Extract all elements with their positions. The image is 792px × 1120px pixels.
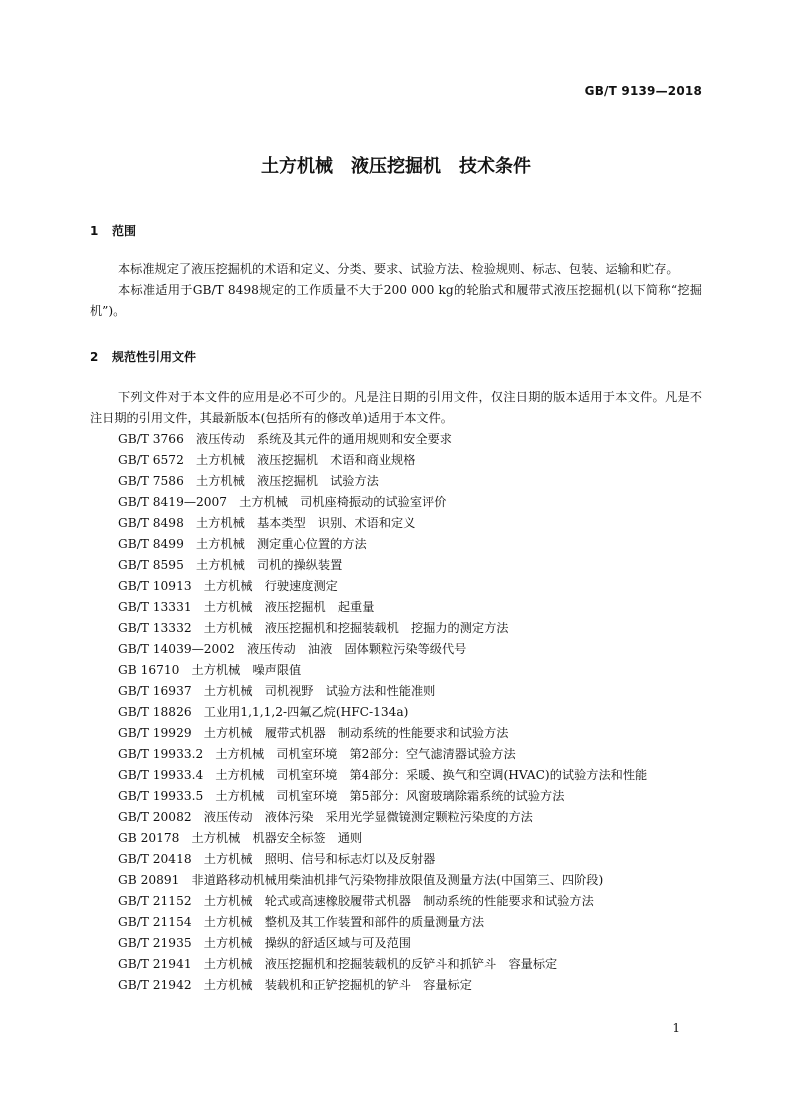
- reference-item: GB/T 20082 液压传动 液体污染 采用光学显微镜测定颗粒污染度的方法: [118, 810, 533, 824]
- section-title: 规范性引用文件: [112, 350, 197, 364]
- reference-item: GB/T 19933.2 土方机械 司机室环境 第2部分：空气滤清器试验方法: [118, 747, 516, 761]
- reference-item: GB/T 13331 土方机械 液压挖掘机 起重量: [118, 600, 375, 614]
- reference-item: GB/T 21152 土方机械 轮式或高速橡胶履带式机器 制动系统的性能要求和试验方法: [118, 894, 594, 908]
- document-title: 土方机械 液压挖掘机 技术条件: [261, 156, 531, 177]
- reference-item: GB/T 21942 土方机械 装载机和正铲挖掘机的铲斗 容量标定: [118, 978, 472, 992]
- reference-item: GB/T 14039—2002 液压传动 油液 固体颗粒污染等级代号: [118, 642, 467, 656]
- reference-item: GB/T 8498 土方机械 基本类型 识别、术语和定义: [118, 516, 416, 530]
- section-number: 1: [90, 224, 99, 238]
- reference-item: GB/T 21941 土方机械 液压挖掘机和挖掘装载机的反铲斗和抓铲斗 容量标定: [118, 957, 558, 971]
- reference-item: GB 16710 土方机械 噪声限值: [118, 663, 302, 677]
- reference-item: GB/T 21154 土方机械 整机及其工作装置和部件的质量测量方法: [118, 915, 485, 929]
- reference-item: GB/T 13332 土方机械 液压挖掘机和挖掘装载机 挖掘力的测定方法: [118, 621, 509, 635]
- section-title: 范围: [112, 224, 137, 238]
- scope-paragraph: 本标准适用于GB/T 8498规定的工作质量不大于200 000 kg的轮胎式和履带式液压挖掘机(以下简称“挖掘机”)。: [90, 283, 702, 318]
- reference-item: GB 20891 非道路移动机械用柴油机排气污染物排放限值及测量方法(中国第三、四阶段): [118, 873, 604, 887]
- reference-item: GB/T 8499 土方机械 测定重心位置的方法: [118, 537, 367, 551]
- reference-item: GB/T 21935 土方机械 操纵的舒适区域与可及范围: [118, 936, 411, 950]
- page-number: 1: [672, 1021, 680, 1035]
- section-number: 2: [90, 350, 99, 364]
- section-heading-scope: [90, 222, 136, 239]
- reference-item: GB/T 19933.5 土方机械 司机室环境 第5部分：风窗玻璃除霜系统的试验方法: [118, 789, 565, 803]
- reference-item: GB/T 7586 土方机械 液压挖掘机 试验方法: [118, 474, 379, 488]
- reference-item: GB 20178 土方机械 机器安全标签 通则: [118, 831, 363, 845]
- reference-item: GB/T 6572 土方机械 液压挖掘机 术语和商业规格: [118, 453, 416, 467]
- reference-item: GB/T 19933.4 土方机械 司机室环境 第4部分：采暖、换气和空调(HVAC)的试验方法和性能: [118, 768, 648, 782]
- reference-list: [90, 429, 702, 996]
- reference-item: GB/T 16937 土方机械 司机视野 试验方法和性能准则: [118, 684, 436, 698]
- reference-item: GB/T 18826 工业用1,1,1,2-四氟乙烷(HFC-134a): [118, 705, 409, 719]
- reference-item: GB/T 19929 土方机械 履带式机器 制动系统的性能要求和试验方法: [118, 726, 509, 740]
- reference-item: GB/T 20418 土方机械 照明、信号和标志灯以及反射器: [118, 852, 436, 866]
- reference-item: GB/T 8419—2007 土方机械 司机座椅振动的试验室评价: [118, 495, 447, 509]
- reference-item: GB/T 10913 土方机械 行驶速度测定: [118, 579, 338, 593]
- section-heading-references: [90, 348, 196, 365]
- reference-item: GB/T 3766 液压传动 系统及其元件的通用规则和安全要求: [118, 432, 452, 446]
- standard-code: GB/T 9139—2018: [584, 84, 702, 98]
- reference-item: GB/T 8595 土方机械 司机的操纵装置: [118, 558, 343, 572]
- scope-paragraph: 本标准规定了液压挖掘机的术语和定义、分类、要求、试验方法、检验规则、标志、包装、运输和贮存。: [118, 262, 679, 276]
- references-intro: 下列文件对于本文件的应用是必不可少的。凡是注日期的引用文件，仅注日期的版本适用于本文件。凡是不注日期的引用文件，其最新版本(包括所有的修改单)适用于本文件。: [90, 390, 702, 425]
